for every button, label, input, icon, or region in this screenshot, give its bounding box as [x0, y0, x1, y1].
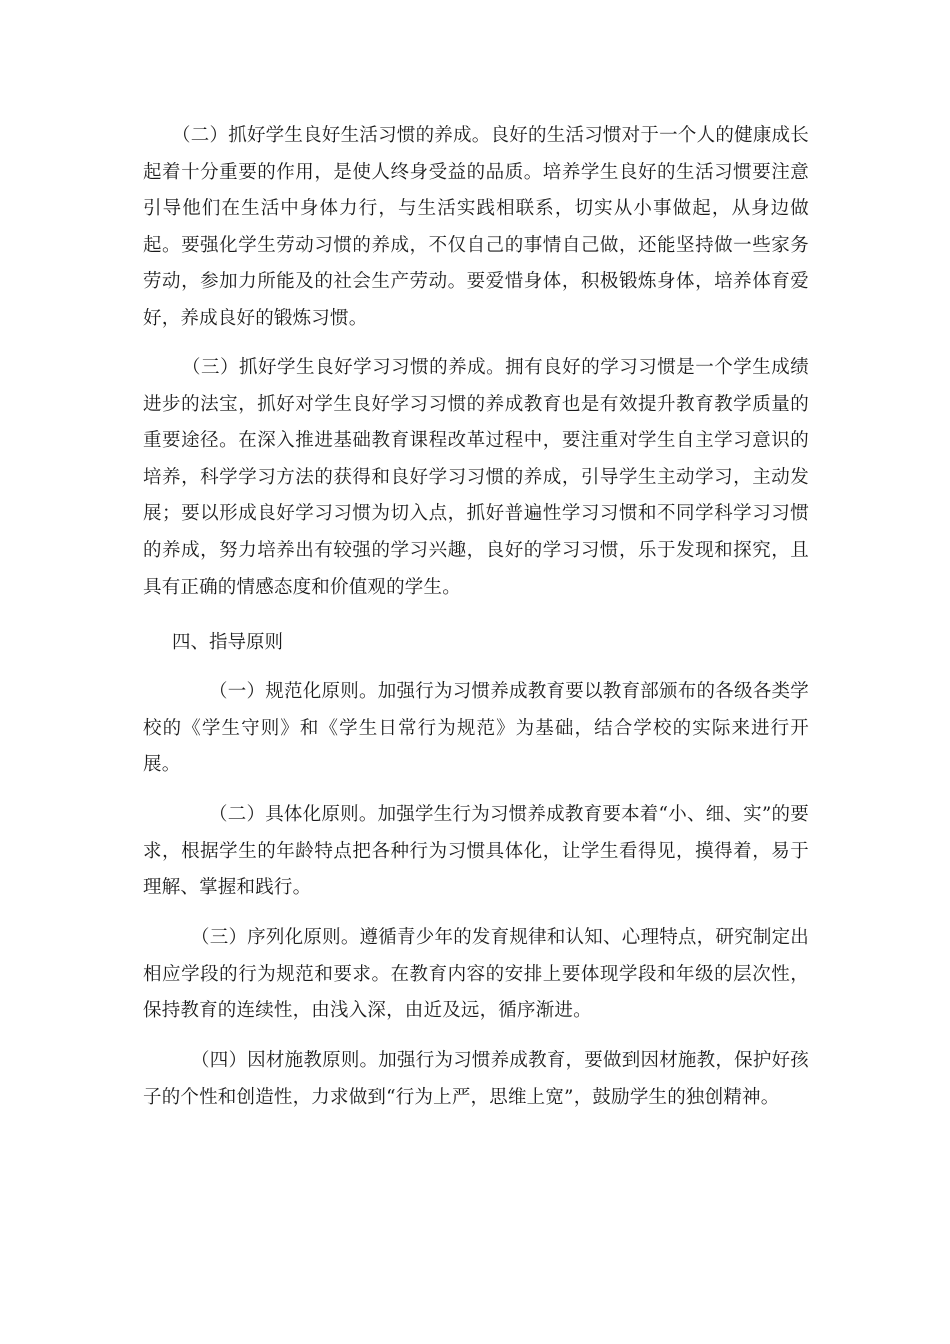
paragraph-individualized-principle: （四）因材施教原则。加强行为习惯养成教育，要做到因材施教，保护好孩子的个性和创造性，力求做到“行为上严，思维上宽”，鼓励学生的独创精神。 — [143, 1050, 809, 1108]
paragraph-life-habits: （二）抓好学生良好生活习惯的养成。良好的生活习惯对于一个人的健康成长起着十分重要的作用，是使人终身受益的品质。培养学生良好的生活习惯要注意引导他们在生活中身体力行，与生活实践相联系，切实从小事做起，从身边做起。要强化学生劳动习惯的养成，不仅自己的事情自己做，还能坚持做一些家务劳动，参加力所能及的社会生产劳动。要爱惜身体，积极锻炼身体，培养体育爱好，养成良好的锻炼习惯。 — [143, 125, 809, 329]
section-heading-guiding-principles: 四、指导原则 — [172, 632, 284, 653]
paragraph-standardization-principle: （一）规范化原则。加强行为习惯养成教育要以教育部颁布的各级各类学校的《学生守则》和《学生日常行为规范》为基础，结合学校的实际来进行开展。 — [143, 681, 809, 776]
paragraph-study-habits: （三）抓好学生良好学习习惯的养成。拥有良好的学习习惯是一个学生成绩进步的法宝，抓好对学生良好学习习惯的养成教育也是有效提升教育教学质量的重要途径。在深入推进基础教育课程改革过程中，要注重对学生自主学习意识的培养，科学学习方法的获得和良好学习习惯的养成，引导学生主动学习，主动发展；要以形成良好学习习惯为切入点，抓好普遍性学习习惯和不同学科学习习惯的养成，努力培养出有较强的学习兴趣，良好的学习习惯，乐于发现和探究，且具有正确的情感态度和价值观的学生。 — [143, 357, 809, 598]
paragraph-concreteness-principle: （二）具体化原则。加强学生行为习惯养成教育要本着“小、细、实”的要求，根据学生的年龄特点把各种行为习惯具体化，让学生看得见，摸得着，易于理解、掌握和践行。 — [143, 804, 809, 899]
paragraph-sequencing-principle: （三）序列化原则。遵循青少年的发育规律和认知、心理特点，研究制定出相应学段的行为规范和要求。在教育内容的安排上要体现学段和年级的层次性，保持教育的连续性，由浅入深，由近及远，循序渐进。 — [143, 927, 809, 1022]
